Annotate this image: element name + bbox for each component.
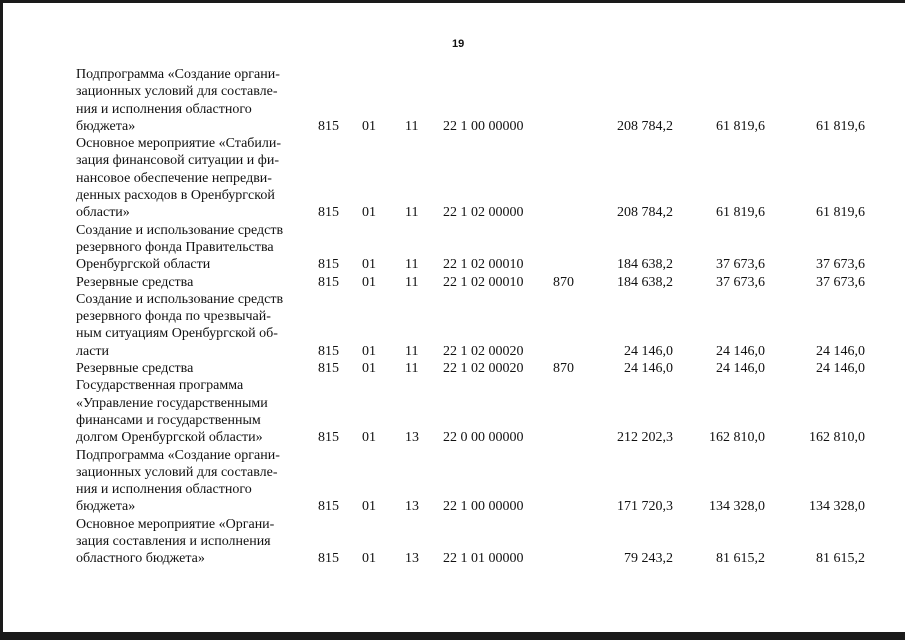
admin-code: 815 <box>318 551 339 567</box>
row-name: Резервные средства <box>76 274 194 290</box>
amount-2: 81 615,2 <box>716 551 765 567</box>
subsection-code: 11 <box>405 361 419 377</box>
subsection-code: 11 <box>405 205 419 221</box>
amount-1: 171 720,3 <box>617 499 673 515</box>
table-row <box>0 291 905 360</box>
amount-1: 24 146,0 <box>624 361 673 377</box>
subsection-code: 13 <box>405 430 419 446</box>
amount-3: 24 146,0 <box>816 361 865 377</box>
section-code: 01 <box>362 274 376 290</box>
admin-code: 815 <box>318 361 339 377</box>
admin-code: 815 <box>318 274 339 290</box>
amount-3: 81 615,2 <box>816 551 865 567</box>
amount-1: 184 638,2 <box>617 274 673 290</box>
target-article-code: 22 1 02 00020 <box>443 361 524 377</box>
target-article-code: 22 1 02 00010 <box>443 257 524 273</box>
admin-code: 815 <box>318 430 339 446</box>
target-article-code: 22 1 02 00000 <box>443 205 524 221</box>
amount-3: 61 819,6 <box>816 205 865 221</box>
row-name: Создание и использование средств резервного фонда по чрезвычай- ным ситуациям Оренбургской об- ласти <box>76 291 284 359</box>
section-code: 01 <box>362 361 376 377</box>
amount-2: 162 810,0 <box>709 430 765 446</box>
table-row <box>0 377 905 446</box>
amount-1: 212 202,3 <box>617 430 673 446</box>
section-code: 01 <box>362 118 376 134</box>
amount-2: 37 673,6 <box>716 274 765 290</box>
row-name: Подпрограмма «Создание органи- зационных условий для составле- ния и исполнения областного бюджета» <box>76 447 280 515</box>
target-article-code: 22 1 02 00010 <box>443 274 524 290</box>
target-article-code: 22 1 00 00000 <box>443 118 524 134</box>
amount-1: 208 784,2 <box>617 118 673 134</box>
admin-code: 815 <box>318 118 339 134</box>
section-code: 01 <box>362 430 376 446</box>
amount-2: 24 146,0 <box>716 361 765 377</box>
row-name: Основное мероприятие «Органи- зация составления и исполнения областного бюджета» <box>76 516 275 567</box>
target-article-code: 22 1 00 00000 <box>443 499 524 515</box>
table-row <box>0 360 905 377</box>
page-number: 19 <box>452 38 465 50</box>
section-code: 01 <box>362 343 376 359</box>
amount-1: 24 146,0 <box>624 343 673 359</box>
admin-code: 815 <box>318 343 339 359</box>
admin-code: 815 <box>318 205 339 221</box>
row-name: Основное мероприятие «Стабили- зация финансовой ситуации и фи- нансовое обеспечение непредви- денных расходов в Оренбургской области» <box>76 136 282 221</box>
amount-1: 184 638,2 <box>617 257 673 273</box>
subsection-code: 11 <box>405 118 419 134</box>
section-code: 01 <box>362 257 376 273</box>
scan-border-bottom <box>0 632 905 640</box>
amount-1: 79 243,2 <box>624 551 673 567</box>
section-code: 01 <box>362 551 376 567</box>
table-row <box>0 135 905 221</box>
scan-border-top <box>0 0 905 3</box>
subsection-code: 11 <box>405 257 419 273</box>
row-name: Создание и использование средств резервного фонда Правительства Оренбургской области <box>76 222 284 273</box>
amount-3: 37 673,6 <box>816 274 865 290</box>
amount-3: 162 810,0 <box>809 430 865 446</box>
amount-2: 61 819,6 <box>716 118 765 134</box>
row-name: Государственная программа «Управление государственными финансами и государственным долгом Оренбургской области» <box>76 378 268 446</box>
target-article-code: 22 1 01 00000 <box>443 551 524 567</box>
table-row <box>0 222 905 274</box>
amount-3: 134 328,0 <box>809 499 865 515</box>
table-row <box>0 447 905 516</box>
budget-table <box>0 66 905 568</box>
amount-2: 24 146,0 <box>716 343 765 359</box>
subsection-code: 11 <box>405 274 419 290</box>
target-article-code: 22 1 02 00020 <box>443 343 524 359</box>
expense-type-code: 870 <box>553 361 574 377</box>
expense-type-code: 870 <box>553 274 574 290</box>
table-row <box>0 66 905 135</box>
amount-3: 37 673,6 <box>816 257 865 273</box>
amount-1: 208 784,2 <box>617 205 673 221</box>
target-article-code: 22 0 00 00000 <box>443 430 524 446</box>
amount-2: 134 328,0 <box>709 499 765 515</box>
subsection-code: 11 <box>405 343 419 359</box>
table-row <box>0 516 905 568</box>
amount-2: 37 673,6 <box>716 257 765 273</box>
amount-2: 61 819,6 <box>716 205 765 221</box>
amount-3: 24 146,0 <box>816 343 865 359</box>
row-name: Подпрограмма «Создание органи- зационных условий для составле- ния и исполнения областного бюджета» <box>76 67 280 134</box>
subsection-code: 13 <box>405 551 419 567</box>
admin-code: 815 <box>318 499 339 515</box>
section-code: 01 <box>362 205 376 221</box>
subsection-code: 13 <box>405 499 419 515</box>
row-name: Резервные средства <box>76 361 194 377</box>
admin-code: 815 <box>318 257 339 273</box>
section-code: 01 <box>362 499 376 515</box>
table-row <box>0 274 905 291</box>
amount-3: 61 819,6 <box>816 118 865 134</box>
